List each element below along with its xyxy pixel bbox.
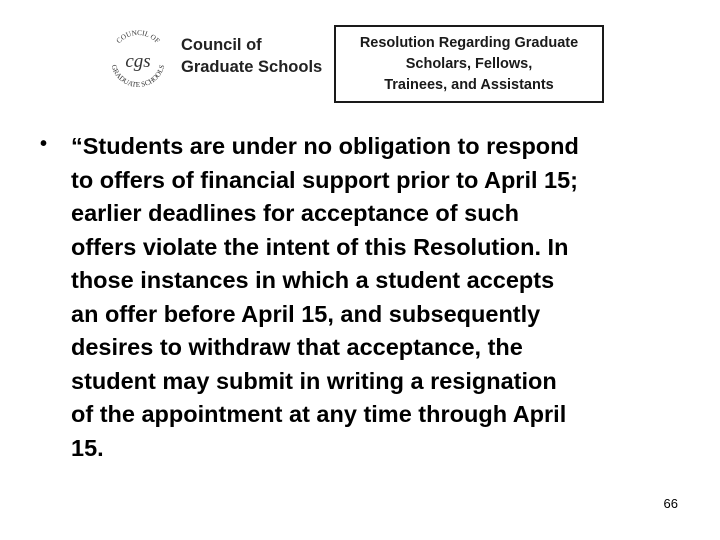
- resolution-title-box: [334, 25, 604, 103]
- org-name-line-2: Graduate Schools: [181, 58, 323, 76]
- svg-text:GRADUATE SCHOOLS: GRADUATE SCHOOLS: [109, 63, 167, 90]
- quote-text: [71, 130, 681, 465]
- quote-line: an offer before April 15, and subsequently: [71, 300, 541, 327]
- svg-text:COUNCIL OF: COUNCIL OF: [114, 28, 162, 46]
- quote-line: desires to withdraw that acceptance, the: [71, 334, 523, 360]
- resolution-title-line-2: Scholars, Fellows,: [405, 55, 533, 72]
- quote-line: offers violate the intent of this Resolution. In: [71, 233, 569, 260]
- cgs-seal-logo: [103, 25, 173, 95]
- quote-line: 15.: [71, 434, 104, 461]
- org-name: [181, 34, 322, 78]
- quote-line: student may submit in writing a resignation: [71, 367, 557, 394]
- quote-line: those instances in which a student accepts: [71, 267, 555, 293]
- org-name-line-1: Council of: [181, 36, 262, 54]
- resolution-title-line-1: Resolution Regarding Graduate: [359, 34, 579, 51]
- quote-line: earlier deadlines for acceptance of such: [71, 200, 519, 226]
- quote-line: to offers of financial support prior to April 15;: [71, 166, 579, 193]
- svg-text:cgs: cgs: [125, 51, 151, 72]
- page-number: 66: [663, 496, 678, 511]
- quote-line: “Students are under no obligation to respond: [71, 133, 579, 159]
- resolution-title-line-3: Trainees, and Assistants: [384, 76, 554, 93]
- quote-line: of the appointment at any time through April: [71, 401, 567, 427]
- bullet-marker: •: [40, 133, 48, 155]
